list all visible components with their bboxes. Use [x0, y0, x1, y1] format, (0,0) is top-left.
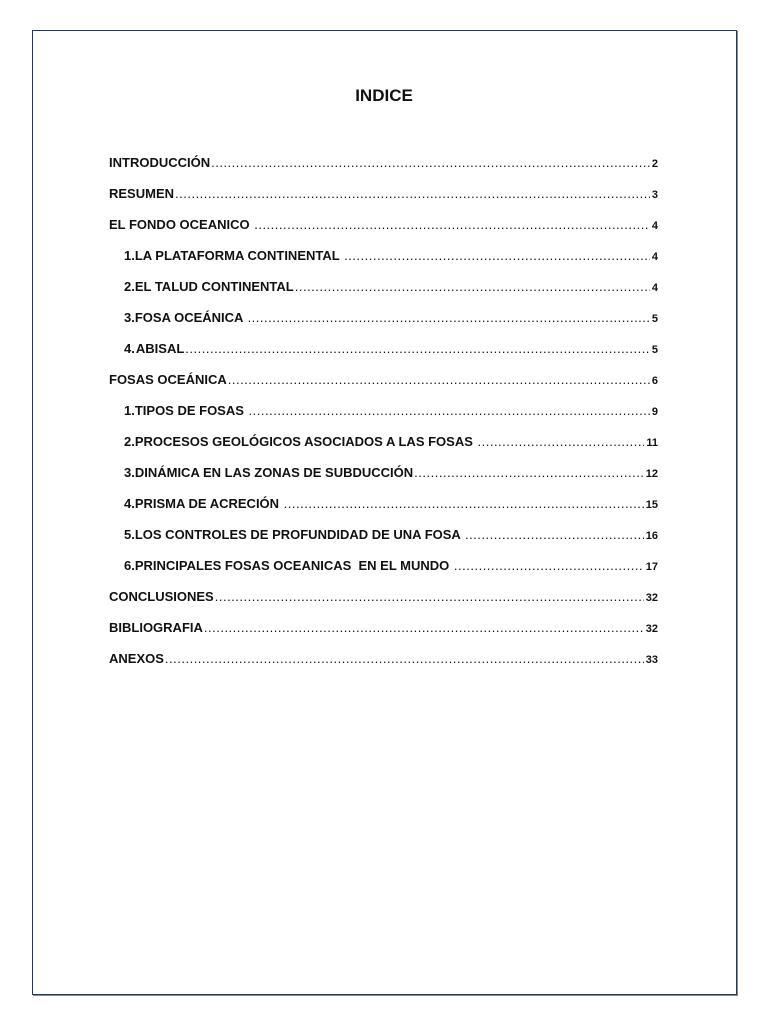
- dot-leader: [295, 279, 650, 295]
- dot-leader: [185, 341, 650, 357]
- toc-entry-page-number: 16: [645, 530, 658, 542]
- toc-entry: [124, 248, 658, 265]
- toc-entry-label: DINÁMICA EN LAS ZONAS DE SUBDUCCIÓN: [134, 465, 414, 480]
- toc-entry: [109, 372, 658, 389]
- dot-leader: [204, 620, 644, 636]
- toc-entry-page-number: 33: [645, 654, 658, 666]
- toc-entry: [109, 620, 658, 637]
- toc-entry: [124, 279, 658, 296]
- toc-entry-label: RESUMEN: [109, 186, 175, 201]
- toc-entry-page-number: 12: [645, 468, 658, 480]
- toc-entry-page-number: 15: [645, 499, 658, 511]
- toc-entry: [124, 403, 658, 420]
- toc-entry: [124, 558, 658, 575]
- toc-entry-number: 5.: [124, 527, 135, 542]
- document-title: INDICE: [355, 86, 413, 105]
- toc-entry-label: EL TALUD CONTINENTAL: [134, 279, 294, 294]
- dot-leader: [211, 155, 650, 171]
- toc-entry-label: CONCLUSIONES: [109, 589, 214, 604]
- dot-leader: [465, 527, 644, 543]
- toc-entry-page-number: 32: [645, 623, 658, 635]
- toc-entry-label: TIPOS DE FOSAS: [134, 403, 248, 418]
- toc-entry: [124, 465, 658, 482]
- toc-entry: [124, 434, 658, 451]
- toc-entry-label: LOS CONTROLES DE PROFUNDIDAD DE UNA FOSA: [134, 527, 464, 542]
- toc-entry-page-number: 17: [645, 561, 658, 573]
- dot-leader: [249, 403, 650, 419]
- toc-entry-label: LA PLATAFORMA CONTINENTAL: [134, 248, 344, 263]
- toc-entry-number: 4.: [124, 341, 135, 356]
- dot-leader: [254, 217, 650, 233]
- toc-entry-page-number: 32: [645, 592, 658, 604]
- toc-entry-number: 1.: [124, 403, 135, 418]
- dot-leader: [175, 186, 650, 202]
- toc-entry-number: 3.: [124, 465, 135, 480]
- toc-entry-label: FOSAS OCEÁNICA: [109, 372, 227, 387]
- toc-entry-number: 2.: [124, 434, 135, 449]
- toc-entry-page-number: 6: [651, 375, 658, 387]
- toc-entry: [124, 341, 658, 358]
- toc-entry-label: ABISAL: [135, 341, 185, 356]
- dot-leader: [165, 651, 644, 667]
- toc-entry-number: 3.: [124, 310, 135, 325]
- toc-entry: [124, 496, 658, 513]
- toc-entry-page-number: 4: [651, 282, 658, 294]
- toc-entry-page-number: 3: [651, 189, 658, 201]
- dot-leader: [454, 558, 644, 574]
- toc-entry: [109, 651, 658, 668]
- toc-entry-label: ANEXOS: [109, 651, 164, 666]
- dot-leader: [344, 248, 650, 264]
- dot-leader: [228, 372, 650, 388]
- toc-entry-page-number: 2: [651, 158, 658, 170]
- toc-entry-page-number: 5: [651, 313, 658, 325]
- dot-leader: [478, 434, 645, 450]
- toc-entry-label: PROCESOS GEOLÓGICOS ASOCIADOS A LAS FOSAS: [134, 434, 477, 449]
- toc-entry-page-number: 5: [651, 344, 658, 356]
- dot-leader: [414, 465, 644, 481]
- toc-entry: [109, 589, 658, 606]
- toc-entry-label: INTRODUCCIÓN: [109, 155, 211, 170]
- toc-entry-number: 2.: [124, 279, 135, 294]
- toc-entry-number: 4.: [124, 496, 135, 511]
- toc-entry-page-number: 11: [646, 437, 658, 449]
- dot-leader: [215, 589, 644, 605]
- toc-entry-page-number: 4: [651, 220, 658, 232]
- toc-entry-label: PRISMA DE ACRECIÓN: [134, 496, 283, 511]
- dot-leader: [248, 310, 650, 326]
- toc-entry: [124, 310, 658, 327]
- toc-entry: [124, 527, 658, 544]
- toc-entry: [109, 217, 658, 234]
- toc-entry-page-number: 4: [651, 251, 658, 263]
- toc-entry-number: 6.: [124, 558, 135, 573]
- toc-entry-label: FOSA OCEÁNICA: [134, 310, 247, 325]
- toc-entry-number: 1.: [124, 248, 135, 263]
- toc-entry-label: PRINCIPALES FOSAS OCEANICAS EN EL MUNDO: [134, 558, 453, 573]
- dot-leader: [284, 496, 644, 512]
- toc-entry-label: BIBLIOGRAFIA: [109, 620, 203, 635]
- toc-entry-page-number: 9: [651, 406, 658, 418]
- toc-entry: [109, 155, 658, 172]
- toc-entry-label: EL FONDO OCEANICO: [109, 217, 254, 232]
- toc-entry: [109, 186, 658, 203]
